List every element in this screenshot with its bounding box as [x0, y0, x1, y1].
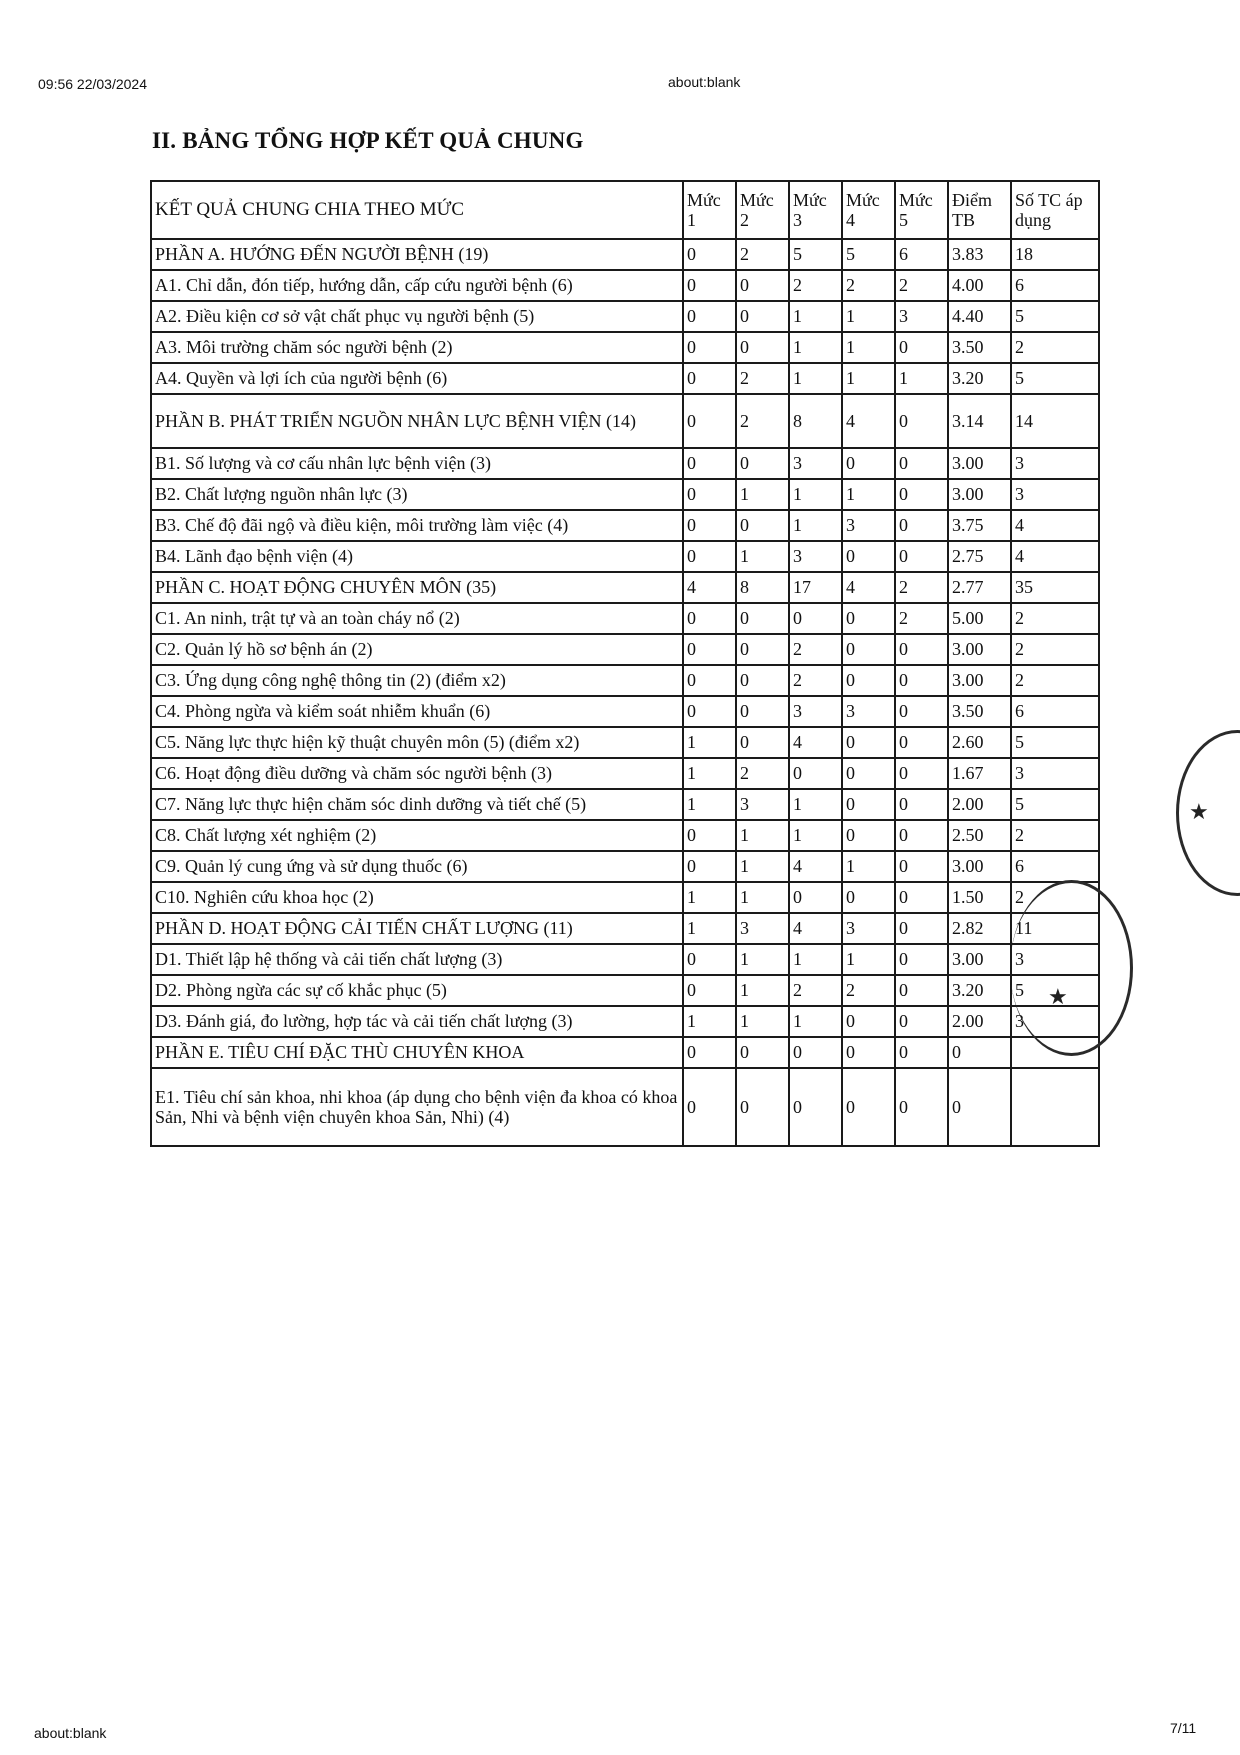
column-header: Mức 1	[683, 181, 736, 239]
level-1-count: 0	[683, 975, 736, 1006]
level-2-count: 0	[736, 510, 789, 541]
applied-criteria-count: 2	[1011, 634, 1099, 665]
table-body	[151, 239, 1099, 1146]
table-row	[151, 727, 1099, 758]
column-header: Mức 5	[895, 181, 948, 239]
level-5-count: 0	[895, 510, 948, 541]
level-5-count: 0	[895, 696, 948, 727]
applied-criteria-count: 3	[1011, 944, 1099, 975]
level-4-count: 0	[842, 1006, 895, 1037]
level-5-count: 0	[895, 882, 948, 913]
applied-criteria-count: 6	[1011, 851, 1099, 882]
section-row	[151, 572, 1099, 603]
average-score: 2.60	[948, 727, 1011, 758]
applied-criteria-count: 5	[1011, 975, 1099, 1006]
level-4-count: 0	[842, 727, 895, 758]
summary-results-table	[150, 180, 1100, 1147]
criterion-label: D2. Phòng ngừa các sự cố khắc phục (5)	[151, 975, 683, 1006]
criterion-label: E1. Tiêu chí sản khoa, nhi khoa (áp dụng cho bệnh viện đa khoa có khoa Sản, Nhi và bệnh viện chuyên khoa Sản, Nhi) (4)	[151, 1068, 683, 1146]
level-3-count: 1	[789, 510, 842, 541]
level-5-count: 0	[895, 634, 948, 665]
level-2-count: 2	[736, 758, 789, 789]
level-3-count: 17	[789, 572, 842, 603]
level-2-count: 2	[736, 239, 789, 270]
column-header: KẾT QUẢ CHUNG CHIA THEO MỨC	[151, 181, 683, 239]
level-1-count: 4	[683, 572, 736, 603]
level-1-count: 0	[683, 301, 736, 332]
level-1-count: 1	[683, 913, 736, 944]
table-row	[151, 665, 1099, 696]
applied-criteria-count	[1011, 1068, 1099, 1146]
level-4-count: 0	[842, 665, 895, 696]
average-score: 2.82	[948, 913, 1011, 944]
criterion-label: C10. Nghiên cứu khoa học (2)	[151, 882, 683, 913]
level-1-count: 1	[683, 1006, 736, 1037]
level-2-count: 1	[736, 820, 789, 851]
table-row	[151, 1006, 1099, 1037]
level-5-count: 0	[895, 820, 948, 851]
criterion-label: D1. Thiết lập hệ thống và cải tiến chất lượng (3)	[151, 944, 683, 975]
level-1-count: 1	[683, 882, 736, 913]
seal-star-icon: ★	[1048, 985, 1068, 1010]
column-header: Mức 3	[789, 181, 842, 239]
level-4-count: 1	[842, 944, 895, 975]
level-1-count: 0	[683, 270, 736, 301]
level-3-count: 1	[789, 363, 842, 394]
criterion-label: PHẦN B. PHÁT TRIỂN NGUỒN NHÂN LỰC BỆNH VIỆN (14)	[151, 394, 683, 448]
criterion-label: C1. An ninh, trật tự và an toàn cháy nổ (2)	[151, 603, 683, 634]
applied-criteria-count: 2	[1011, 332, 1099, 363]
level-4-count: 0	[842, 820, 895, 851]
average-score: 3.00	[948, 479, 1011, 510]
table-row	[151, 1068, 1099, 1146]
level-5-count: 2	[895, 572, 948, 603]
level-5-count: 3	[895, 301, 948, 332]
applied-criteria-count: 35	[1011, 572, 1099, 603]
applied-criteria-count: 11	[1011, 913, 1099, 944]
table-row	[151, 758, 1099, 789]
level-5-count: 2	[895, 603, 948, 634]
level-5-count: 0	[895, 789, 948, 820]
level-2-count: 0	[736, 634, 789, 665]
level-3-count: 8	[789, 394, 842, 448]
applied-criteria-count: 3	[1011, 479, 1099, 510]
criterion-label: A3. Môi trường chăm sóc người bệnh (2)	[151, 332, 683, 363]
level-5-count: 0	[895, 332, 948, 363]
average-score: 3.00	[948, 448, 1011, 479]
table-row	[151, 510, 1099, 541]
level-1-count: 0	[683, 696, 736, 727]
level-3-count: 0	[789, 603, 842, 634]
applied-criteria-count: 2	[1011, 665, 1099, 696]
level-4-count: 0	[842, 448, 895, 479]
criterion-label: PHẦN A. HƯỚNG ĐẾN NGƯỜI BỆNH (19)	[151, 239, 683, 270]
section-row	[151, 394, 1099, 448]
table-row	[151, 479, 1099, 510]
level-1-count: 1	[683, 789, 736, 820]
print-datetime: 09:56 22/03/2024	[38, 76, 147, 92]
level-4-count: 4	[842, 572, 895, 603]
column-header: Số TC áp dụng	[1011, 181, 1099, 239]
criterion-label: D3. Đánh giá, đo lường, hợp tác và cải tiến chất lượng (3)	[151, 1006, 683, 1037]
applied-criteria-count: 6	[1011, 270, 1099, 301]
level-1-count: 0	[683, 363, 736, 394]
average-score: 1.50	[948, 882, 1011, 913]
level-2-count: 1	[736, 944, 789, 975]
level-3-count: 1	[789, 944, 842, 975]
level-4-count: 4	[842, 394, 895, 448]
level-1-count: 1	[683, 758, 736, 789]
level-5-count: 0	[895, 1006, 948, 1037]
criterion-label: C4. Phòng ngừa và kiểm soát nhiễm khuẩn (6)	[151, 696, 683, 727]
level-3-count: 1	[789, 301, 842, 332]
level-2-count: 0	[736, 665, 789, 696]
level-4-count: 1	[842, 332, 895, 363]
table-row	[151, 789, 1099, 820]
applied-criteria-count: 2	[1011, 820, 1099, 851]
level-4-count: 3	[842, 913, 895, 944]
criterion-label: A2. Điều kiện cơ sở vật chất phục vụ người bệnh (5)	[151, 301, 683, 332]
table-row	[151, 603, 1099, 634]
level-2-count: 0	[736, 727, 789, 758]
level-3-count: 1	[789, 1006, 842, 1037]
level-4-count: 0	[842, 603, 895, 634]
level-4-count: 3	[842, 510, 895, 541]
level-2-count: 3	[736, 913, 789, 944]
level-1-count: 0	[683, 1068, 736, 1146]
level-4-count: 0	[842, 789, 895, 820]
level-5-count: 0	[895, 665, 948, 696]
level-5-count: 0	[895, 851, 948, 882]
table-row	[151, 882, 1099, 913]
circular-red-seal-icon	[1010, 880, 1133, 1056]
criterion-label: B1. Số lượng và cơ cấu nhân lực bệnh viện (3)	[151, 448, 683, 479]
average-score: 3.00	[948, 634, 1011, 665]
level-3-count: 3	[789, 448, 842, 479]
applied-criteria-count: 3	[1011, 1006, 1099, 1037]
applied-criteria-count: 6	[1011, 696, 1099, 727]
footer-url: about:blank	[34, 1725, 107, 1741]
table-row	[151, 448, 1099, 479]
level-2-count: 1	[736, 975, 789, 1006]
level-5-count: 0	[895, 1037, 948, 1068]
level-2-count: 0	[736, 603, 789, 634]
level-5-count: 0	[895, 1068, 948, 1146]
level-2-count: 0	[736, 301, 789, 332]
criterion-label: A1. Chỉ dẫn, đón tiếp, hướng dẫn, cấp cứu người bệnh (6)	[151, 270, 683, 301]
table-header-row	[151, 181, 1099, 239]
column-header: Điểm TB	[948, 181, 1011, 239]
level-3-count: 4	[789, 851, 842, 882]
average-score: 3.14	[948, 394, 1011, 448]
level-3-count: 3	[789, 696, 842, 727]
level-3-count: 5	[789, 239, 842, 270]
level-4-count: 0	[842, 882, 895, 913]
level-3-count: 4	[789, 913, 842, 944]
page-number: 7/11	[1170, 1720, 1197, 1736]
level-5-count: 6	[895, 239, 948, 270]
level-2-count: 0	[736, 332, 789, 363]
average-score: 2.75	[948, 541, 1011, 572]
column-header: Mức 2	[736, 181, 789, 239]
level-3-count: 0	[789, 1037, 842, 1068]
level-5-count: 0	[895, 448, 948, 479]
criterion-label: B2. Chất lượng nguồn nhân lực (3)	[151, 479, 683, 510]
average-score: 2.00	[948, 1006, 1011, 1037]
level-2-count: 0	[736, 1037, 789, 1068]
average-score: 0	[948, 1068, 1011, 1146]
level-3-count: 2	[789, 270, 842, 301]
section-row	[151, 239, 1099, 270]
average-score: 3.20	[948, 363, 1011, 394]
applied-criteria-count: 3	[1011, 448, 1099, 479]
level-3-count: 3	[789, 541, 842, 572]
level-1-count: 0	[683, 479, 736, 510]
applied-criteria-count: 5	[1011, 789, 1099, 820]
level-1-count: 1	[683, 727, 736, 758]
level-1-count: 0	[683, 1037, 736, 1068]
level-4-count: 0	[842, 1068, 895, 1146]
average-score: 3.83	[948, 239, 1011, 270]
level-4-count: 1	[842, 479, 895, 510]
criterion-label: B3. Chế độ đãi ngộ và điều kiện, môi trường làm việc (4)	[151, 510, 683, 541]
table-row	[151, 541, 1099, 572]
level-2-count: 2	[736, 394, 789, 448]
table-row	[151, 944, 1099, 975]
level-4-count: 2	[842, 270, 895, 301]
table-row	[151, 363, 1099, 394]
level-3-count: 1	[789, 789, 842, 820]
applied-criteria-count: 18	[1011, 239, 1099, 270]
section-row	[151, 1037, 1099, 1068]
level-5-count: 1	[895, 363, 948, 394]
table-row	[151, 820, 1099, 851]
level-2-count: 1	[736, 1006, 789, 1037]
level-3-count: 1	[789, 479, 842, 510]
print-url: about:blank	[668, 74, 741, 90]
level-2-count: 1	[736, 882, 789, 913]
level-2-count: 2	[736, 363, 789, 394]
level-1-count: 0	[683, 448, 736, 479]
level-4-count: 1	[842, 301, 895, 332]
level-4-count: 0	[842, 634, 895, 665]
criterion-label: PHẦN D. HOẠT ĐỘNG CẢI TIẾN CHẤT LƯỢNG (11)	[151, 913, 683, 944]
level-1-count: 0	[683, 665, 736, 696]
criterion-label: PHẦN C. HOẠT ĐỘNG CHUYÊN MÔN (35)	[151, 572, 683, 603]
average-score: 3.50	[948, 332, 1011, 363]
level-1-count: 0	[683, 394, 736, 448]
level-5-count: 0	[895, 975, 948, 1006]
level-3-count: 2	[789, 665, 842, 696]
average-score: 3.75	[948, 510, 1011, 541]
level-1-count: 0	[683, 634, 736, 665]
criterion-label: C3. Ứng dụng công nghệ thông tin (2) (điểm x2)	[151, 665, 683, 696]
level-5-count: 0	[895, 541, 948, 572]
level-3-count: 2	[789, 975, 842, 1006]
applied-criteria-count: 5	[1011, 301, 1099, 332]
level-5-count: 0	[895, 944, 948, 975]
level-2-count: 0	[736, 1068, 789, 1146]
average-score: 2.77	[948, 572, 1011, 603]
average-score: 0	[948, 1037, 1011, 1068]
level-1-count: 0	[683, 603, 736, 634]
table-row	[151, 696, 1099, 727]
level-5-count: 2	[895, 270, 948, 301]
criterion-label: C6. Hoạt động điều dưỡng và chăm sóc người bệnh (3)	[151, 758, 683, 789]
applied-criteria-count: 5	[1011, 727, 1099, 758]
level-3-count: 2	[789, 634, 842, 665]
level-4-count: 5	[842, 239, 895, 270]
table-row	[151, 634, 1099, 665]
applied-criteria-count: 2	[1011, 603, 1099, 634]
applied-criteria-count: 4	[1011, 510, 1099, 541]
level-5-count: 0	[895, 394, 948, 448]
average-score: 4.40	[948, 301, 1011, 332]
average-score: 4.00	[948, 270, 1011, 301]
level-1-count: 0	[683, 239, 736, 270]
level-2-count: 0	[736, 270, 789, 301]
average-score: 5.00	[948, 603, 1011, 634]
level-4-count: 1	[842, 851, 895, 882]
applied-criteria-count: 3	[1011, 758, 1099, 789]
level-1-count: 0	[683, 944, 736, 975]
applied-criteria-count: 2	[1011, 882, 1099, 913]
level-3-count: 0	[789, 1068, 842, 1146]
criterion-label: C9. Quản lý cung ứng và sử dụng thuốc (6)	[151, 851, 683, 882]
average-score: 2.50	[948, 820, 1011, 851]
level-3-count: 4	[789, 727, 842, 758]
criterion-label: PHẦN E. TIÊU CHÍ ĐẶC THÙ CHUYÊN KHOA	[151, 1037, 683, 1068]
table-row	[151, 270, 1099, 301]
average-score: 3.00	[948, 665, 1011, 696]
criterion-label: A4. Quyền và lợi ích của người bệnh (6)	[151, 363, 683, 394]
level-2-count: 1	[736, 479, 789, 510]
criterion-label: C8. Chất lượng xét nghiệm (2)	[151, 820, 683, 851]
level-4-count: 2	[842, 975, 895, 1006]
average-score: 1.67	[948, 758, 1011, 789]
applied-criteria-count: 4	[1011, 541, 1099, 572]
level-5-count: 0	[895, 727, 948, 758]
level-1-count: 0	[683, 332, 736, 363]
level-2-count: 1	[736, 851, 789, 882]
level-4-count: 1	[842, 363, 895, 394]
level-2-count: 0	[736, 448, 789, 479]
table-row	[151, 975, 1099, 1006]
level-3-count: 1	[789, 332, 842, 363]
level-1-count: 0	[683, 541, 736, 572]
criterion-label: C7. Năng lực thực hiện chăm sóc dinh dưỡng và tiết chế (5)	[151, 789, 683, 820]
level-5-count: 0	[895, 758, 948, 789]
level-4-count: 3	[842, 696, 895, 727]
level-1-count: 0	[683, 851, 736, 882]
table-row	[151, 851, 1099, 882]
criterion-label: C5. Năng lực thực hiện kỹ thuật chuyên môn (5) (điểm x2)	[151, 727, 683, 758]
level-1-count: 0	[683, 820, 736, 851]
column-header: Mức 4	[842, 181, 895, 239]
level-5-count: 0	[895, 479, 948, 510]
level-4-count: 0	[842, 541, 895, 572]
level-3-count: 1	[789, 820, 842, 851]
criterion-label: C2. Quản lý hồ sơ bệnh án (2)	[151, 634, 683, 665]
table-row	[151, 301, 1099, 332]
criterion-label: B4. Lãnh đạo bệnh viện (4)	[151, 541, 683, 572]
level-4-count: 0	[842, 1037, 895, 1068]
seal-star-icon: ★	[1189, 800, 1209, 825]
level-4-count: 0	[842, 758, 895, 789]
section-row	[151, 913, 1099, 944]
average-score: 3.20	[948, 975, 1011, 1006]
level-3-count: 0	[789, 882, 842, 913]
applied-criteria-count: 5	[1011, 363, 1099, 394]
average-score: 2.00	[948, 789, 1011, 820]
level-3-count: 0	[789, 758, 842, 789]
average-score: 3.00	[948, 851, 1011, 882]
applied-criteria-count: 14	[1011, 394, 1099, 448]
level-2-count: 3	[736, 789, 789, 820]
average-score: 3.50	[948, 696, 1011, 727]
level-5-count: 0	[895, 913, 948, 944]
level-2-count: 0	[736, 696, 789, 727]
section-title: II. BẢNG TỔNG HỢP KẾT QUẢ CHUNG	[152, 128, 584, 153]
table-row	[151, 332, 1099, 363]
level-1-count: 0	[683, 510, 736, 541]
level-2-count: 8	[736, 572, 789, 603]
average-score: 3.00	[948, 944, 1011, 975]
level-2-count: 1	[736, 541, 789, 572]
